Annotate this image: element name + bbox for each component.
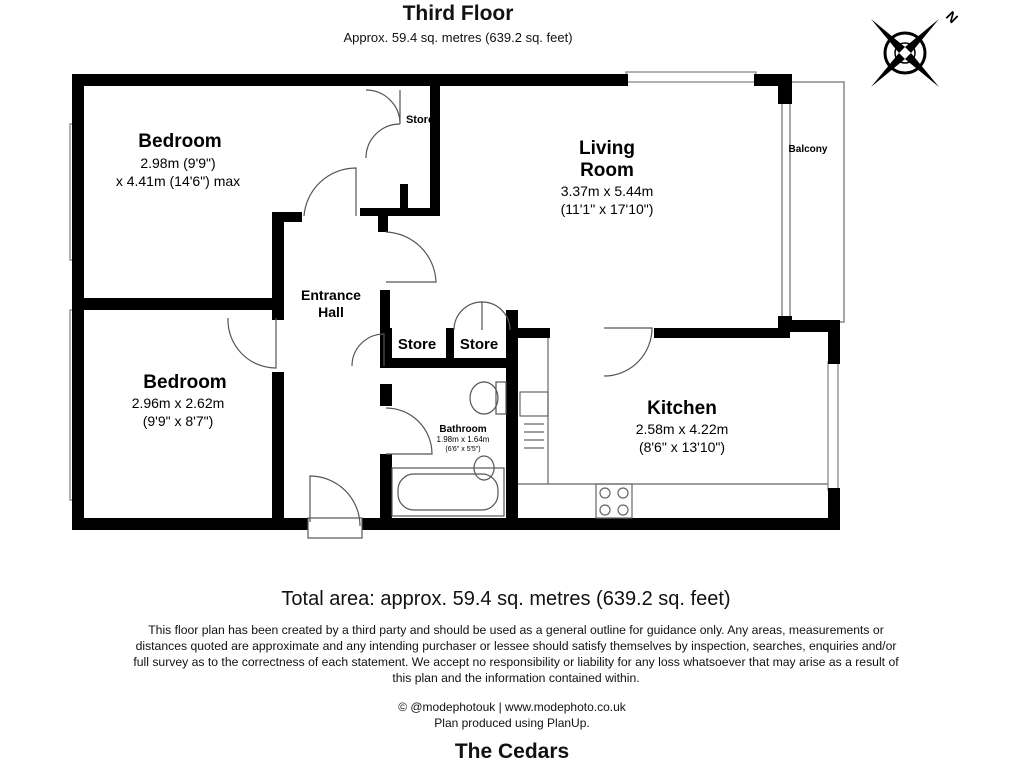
living-room-dim-1: 3.37m x 5.44m [560,183,654,199]
living-room-name-2: Room [580,160,634,181]
bedroom-1-dim-2: x 4.41m (14'6") max [115,173,241,189]
store-mid-1-name: Store [397,336,437,353]
store-top-name: Store [405,114,435,126]
bedroom-1-name: Bedroom [138,131,222,152]
bathroom-dim-2: (6'6" x 5'5") [445,446,481,453]
bathroom-dim-1: 1.98m x 1.64m [436,435,490,444]
balcony-name: Balcony [788,144,828,155]
floor-area-subtitle: Approx. 59.4 sq. metres (639.2 sq. feet) [343,30,573,45]
store-mid-2-name: Store [459,336,499,353]
planup-credit: Plan produced using PlanUp. [434,716,590,730]
bedroom-1-dim-1: 2.98m (9'9") [140,155,216,171]
floor-title: Third Floor [402,2,514,25]
balcony [782,82,844,322]
bedroom-2-name: Bedroom [143,372,227,393]
total-area: Total area: approx. 59.4 sq. metres (639.2 sq. feet) [281,588,731,610]
living-room-dim-2: (11'1" x 17'10") [560,201,654,217]
kitchen-dim-1: 2.58m x 4.22m [635,421,729,437]
bedroom-2-dim-1: 2.96m x 2.62m [131,395,225,411]
entrance-hall-name-2: Hall [318,304,344,320]
entrance-hall-name-1: Entrance [301,287,361,303]
living-room-name-1: Living [579,138,635,159]
photo-credit: © @modephotouk | www.modephoto.co.uk [398,700,626,714]
kitchen-dim-2: (8'6" x 13'10") [638,439,726,455]
compass-icon [871,8,961,87]
bathroom-name: Bathroom [439,424,487,435]
property-name: The Cedars [454,740,570,763]
kitchen-name: Kitchen [647,398,717,419]
bedroom-2-dim-2: (9'9" x 8'7") [142,413,214,429]
disclaimer-text: This floor plan has been created by a third party and should be used as a general outline for guidance only. Any areas, measurements or distances quoted are approximate and any intending purchaser or lessee should satisfy themselves by inspection, searches, enquiries and/or full survey as to the correctness of each statement. We accept no responsibility or liability for any loss whatsoever that may arise as a result of this plan and the information contained within. [133,623,899,685]
compass-north-label: N [942,7,962,27]
